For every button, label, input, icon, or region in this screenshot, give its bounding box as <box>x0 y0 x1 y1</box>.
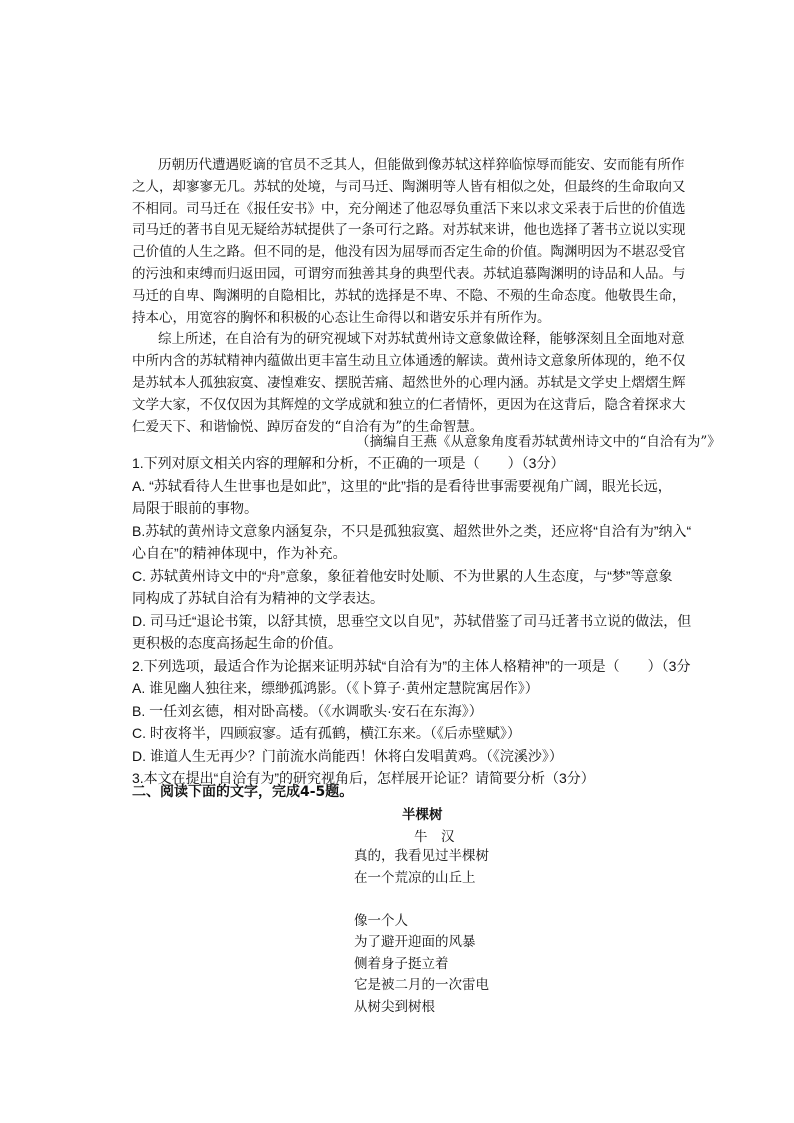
passage-line: 的污浊和束缚而归返田园，可谓穷而独善其身的典型代表。苏轼追慕陶渊明的诗品和人品。与 <box>132 265 686 282</box>
question-1-option-c-cont: 同构成了苏轼自洽有为精神的文学表达。 <box>132 590 384 606</box>
question-1-option-c: C. 苏轼黄州诗文中的“舟”意象，象征着他安时处顺、不为世累的人生态度，与“梦”等意象 <box>132 567 673 584</box>
passage-line: 己价值的人生之路。但不同的是，他没有因为屈辱而否定生命的价值。陶渊明因为不堪忍受官 <box>132 244 686 261</box>
passage-line: 文学大家，不仅仅因为其辉煌的文学成就和独立的仁者情怀，更因为在这背后，隐含着探求大 <box>132 396 686 413</box>
question-1-option-b-cont: 心自在”的精神体现中，作为补充。 <box>132 545 347 561</box>
poem-author: 牛 汉 <box>414 829 455 845</box>
passage-line: 不相同。司马迁在《报任安书》中，充分阐述了他忍辱负重活下来以求文采表于后世的价值选 <box>132 200 686 217</box>
passage-line: 持本心，用宽容的胸怀和积极的心态让生命得以和谐安乐并有所作为。 <box>132 309 551 326</box>
question-1-option-a-cont: 局限于眼前的事物。 <box>132 500 258 516</box>
poem-body <box>354 846 489 1018</box>
question-2-option-a: A. 谁见幽人独往来，缥缈孤鸿影。（《卜算子·黄州定慧院寓居作》） <box>132 680 539 696</box>
passage-line: 中所内含的苏轼精神内蕴做出更丰富生动且立体通透的解读。黄州诗文意象所体现的，绝不仅 <box>132 353 686 370</box>
poem-line: 从树尖到树根 <box>354 998 435 1015</box>
passage-line: 马迁的自卑、陶渊明的自隐相比，苏轼的选择是不卑、不隐、不殒的生命态度。他敬畏生命， <box>132 287 686 304</box>
passage-line: 是苏轼本人孤独寂寞、凄惶难安、摆脱苦痛、超然世外的心理内涵。苏轼是文学史上熠熠生辉 <box>132 374 686 391</box>
question-1-option-b: B.苏轼的黄州诗文意象内涵复杂，不只是孤独寂寞、超然世外之类，还应将“自洽有为”纳入“ <box>132 522 692 539</box>
questions-block <box>132 452 794 790</box>
passage-line: 历朝历代遭遇贬谪的官员不乏其人，但能做到像苏轼这样猝临惊辱而能安、安而能有所作 <box>158 157 685 173</box>
reading-passage <box>132 155 794 438</box>
poem-line: 侧着身子挺立着 <box>354 955 449 972</box>
poem-line: 为了避开迎面的风暴 <box>354 934 476 950</box>
question-2-option-c: C. 时夜将半，四顾寂寥。适有孤鹤，横江东来。（《后赤壁赋》） <box>132 725 521 741</box>
source-citation: （摘编自王燕《从意象角度看苏轼黄州诗文中的“自洽有为”》 <box>356 434 721 450</box>
poem-line: 在一个荒凉的山丘上 <box>354 869 476 886</box>
passage-line: 之人，却寥寥无几。苏轼的处境，与司马迁、陶渊明等人皆有相似之处，但最终的生命取向又 <box>132 178 686 195</box>
question-2-option-d: D. 谁道人生无再少？门前流水尚能西！休将白发唱黄鸡。（《浣溪沙》） <box>132 747 563 764</box>
section-heading: 二、阅读下面的文字，完成4-5题。 <box>132 784 354 800</box>
question-3-stem: 3.本文在提出“自洽有为”的研究视角后，怎样展开论证？请简要分析（3分） <box>132 770 595 786</box>
poem-line: 真的，我看见过半棵树 <box>354 848 489 864</box>
poem-line: 它是被二月的一次雷电 <box>354 977 489 993</box>
passage-line: 综上所述，在自洽有为的研究视域下对苏轼黄州诗文意象做诠释，能够深刻且全面地对意 <box>158 331 685 348</box>
question-1-stem: 1.下列对原文相关内容的理解和分析，不正确的一项是（ ）（3分） <box>132 455 565 471</box>
question-1-option-d-cont: 更积极的态度高扬起生命的价值。 <box>132 635 342 651</box>
poem-title: 半棵树 <box>402 807 443 823</box>
question-2-stem: 2.下列选项，最适合作为论据来证明苏轼“自洽有为”的主体人格精神”的一项是（ ）（3分 <box>132 657 691 674</box>
question-1-option-a: A. “苏轼看待人生世事也是如此”，这里的“此”指的是看待世事需要视角广阔，眼光长远， <box>132 477 672 494</box>
stanza-break <box>354 889 489 911</box>
passage-line: 仁爱天下、和谐愉悦、踔厉奋发的“自洽有为”的生命智慧。 <box>132 418 484 435</box>
question-1-option-d: D. 司马迁“退论书策，以舒其愤，思垂空文以自见”，苏轼借鉴了司马迁著书立说的做法，但 <box>132 612 692 629</box>
passage-line: 司马迁的著书自见无疑给苏轼提供了一条可行之路。对苏轼来讲，他也选择了著书立说以实现 <box>132 222 686 239</box>
poem-line: 像一个人 <box>354 912 408 929</box>
question-2-option-b: B. 一任刘玄德，相对卧高楼。（《水调歌头·安石在东海》） <box>132 702 483 719</box>
